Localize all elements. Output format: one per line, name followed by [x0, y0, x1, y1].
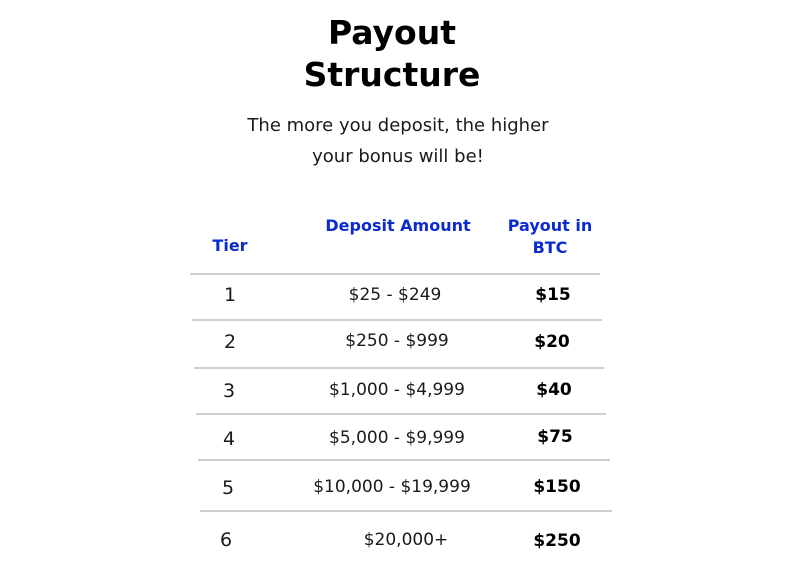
payout-cell: $20 [534, 332, 570, 352]
column-header-tier: Tier [212, 236, 248, 255]
deposit-cell: $25 - $249 [348, 285, 442, 305]
tier-cell: 2 [223, 331, 237, 353]
table-divider [200, 510, 612, 512]
tier-cell: 3 [222, 380, 236, 402]
tier-cell: 1 [223, 284, 237, 306]
deposit-cell: $20,000+ [363, 530, 449, 550]
tier-cell: 4 [222, 428, 236, 450]
column-header-deposit-amount: Deposit Amount [325, 216, 471, 235]
deposit-cell: $10,000 - $19,999 [313, 477, 471, 497]
deposit-cell: $5,000 - $9,999 [329, 428, 465, 448]
payout-cell: $250 [533, 531, 581, 551]
payout-cell: $150 [533, 477, 581, 497]
page-subtitle: The more you deposit, the higher your bonus will be! [247, 115, 549, 167]
table-divider [190, 273, 600, 275]
tier-cell: 6 [219, 529, 233, 551]
table-divider [192, 319, 602, 321]
table-divider [198, 459, 610, 461]
table-divider [194, 367, 604, 369]
column-header-payout: Payout in BTC [507, 216, 593, 257]
page-title: Payout Structure [303, 13, 481, 94]
payout-cell: $15 [535, 285, 571, 305]
deposit-cell: $1,000 - $4,999 [329, 380, 465, 400]
tier-cell: 5 [221, 477, 235, 499]
payout-cell: $40 [536, 380, 572, 400]
payout-cell: $75 [537, 427, 573, 447]
deposit-cell: $250 - $999 [345, 331, 449, 351]
table-divider [196, 413, 606, 415]
